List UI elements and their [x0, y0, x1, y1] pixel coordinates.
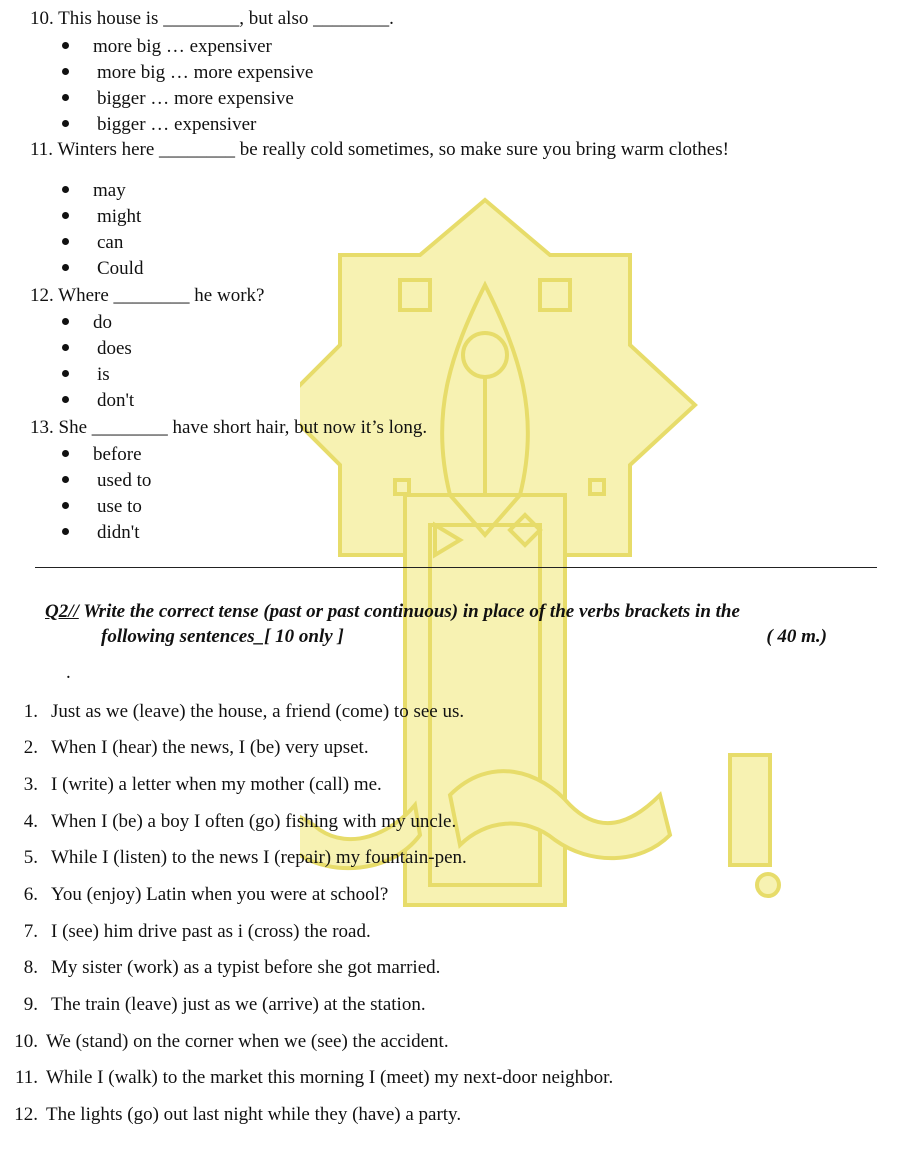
sentence-number: 6.: [23, 884, 38, 905]
option-item[interactable]: [62, 88, 294, 110]
sentence-item: [5, 701, 464, 723]
option-label: is: [97, 364, 110, 385]
option-label: can: [97, 232, 124, 253]
sentence-text: My sister (work) as a typist before she got married.: [51, 957, 441, 978]
section-divider: [35, 567, 877, 568]
sentence-number: 2.: [23, 737, 38, 758]
option-item[interactable]: [62, 390, 134, 412]
option-item[interactable]: [62, 364, 110, 386]
q2-marks: ( 40 m.): [766, 626, 827, 647]
question-11: [30, 139, 729, 161]
sentence-number: 8.: [23, 957, 38, 978]
option-item[interactable]: [62, 312, 112, 334]
option-label: used to: [97, 470, 152, 491]
sentence-number: 4.: [23, 811, 38, 832]
sentence-number: 10.: [14, 1031, 38, 1052]
bullet-icon: [62, 396, 69, 403]
option-label: didn't: [97, 522, 140, 543]
option-label: don't: [97, 390, 135, 411]
option-item[interactable]: [62, 258, 143, 280]
option-label: more big … more expensive: [97, 62, 314, 83]
option-item[interactable]: [62, 496, 142, 518]
question-number: 11.: [30, 139, 54, 160]
q2-instruction-line1: Write the correct tense (past or past continuous) in place of the verbs brackets in the: [83, 601, 740, 622]
question-text: She ________ have short hair, but now it’s long.: [58, 417, 428, 438]
option-item[interactable]: [62, 522, 139, 544]
question-13: [30, 417, 427, 439]
sentence-text: The lights (go) out last night while they (have) a party.: [46, 1104, 462, 1125]
sentence-text: The train (leave) just as we (arrive) at the station.: [51, 994, 426, 1015]
question-text: Winters here ________ be really cold sometimes, so make sure you bring warm clothes!: [57, 139, 729, 160]
question-text: Where ________ he work?: [58, 285, 265, 306]
sentence-text: We (stand) on the corner when we (see) the accident.: [46, 1031, 449, 1052]
option-item[interactable]: [62, 206, 141, 228]
sentence-text: When I (be) a boy I often (go) fishing with my uncle.: [51, 811, 457, 832]
option-item[interactable]: [62, 338, 132, 360]
option-label: does: [97, 338, 132, 359]
question-number: 10.: [30, 8, 54, 29]
option-label: bigger … expensiver: [97, 114, 257, 135]
sentence-text: Just as we (leave) the house, a friend (come) to see us.: [51, 701, 465, 722]
sentence-text: When I (hear) the news, I (be) very upset.: [51, 737, 369, 758]
bullet-icon: [62, 450, 69, 457]
sentence-text: You (enjoy) Latin when you were at school?: [51, 884, 389, 905]
bullet-icon: [62, 528, 69, 535]
sentence-text: I (write) a letter when my mother (call) me.: [51, 774, 382, 795]
sentence-number: 12.: [14, 1104, 38, 1125]
bullet-icon: [62, 318, 69, 325]
q2-label: Q2//: [45, 601, 79, 622]
bullet-icon: [62, 94, 69, 101]
sentence-item: [0, 1067, 613, 1089]
sentence-item: [5, 811, 456, 833]
bullet-icon: [62, 238, 69, 245]
sentence-item: [5, 957, 440, 979]
option-item[interactable]: [62, 114, 256, 136]
sentence-item: [5, 994, 426, 1016]
bullet-icon: [62, 120, 69, 127]
sentence-number: 7.: [23, 921, 38, 942]
sentence-item: [0, 1031, 449, 1053]
sentence-number: 5.: [23, 847, 38, 868]
sentence-number: 1.: [23, 701, 38, 722]
sentence-item: [5, 737, 369, 759]
bullet-icon: [62, 186, 69, 193]
sentence-text: While I (walk) to the market this morning I (meet) my next-door neighbor.: [46, 1067, 614, 1088]
question-text: This house is ________, but also ________.: [58, 8, 394, 29]
option-label: do: [93, 312, 112, 333]
option-label: bigger … more expensive: [97, 88, 294, 109]
sentence-number: 11.: [14, 1067, 38, 1088]
q2-heading: [45, 601, 835, 648]
sentence-number: 3.: [23, 774, 38, 795]
question-number: 12.: [30, 285, 54, 306]
sentence-item: [5, 884, 388, 906]
question-number: 13.: [30, 417, 54, 438]
option-item[interactable]: [62, 470, 151, 492]
option-item[interactable]: [62, 62, 313, 84]
option-item[interactable]: [62, 444, 142, 466]
option-label: might: [97, 206, 142, 227]
question-10: [30, 8, 394, 30]
bullet-icon: [62, 68, 69, 75]
sentence-item: [5, 847, 467, 869]
question-12: [30, 285, 264, 307]
stray-mark: .: [66, 662, 71, 683]
bullet-icon: [62, 344, 69, 351]
option-label: before: [93, 444, 142, 465]
sentence-item: [0, 1104, 461, 1126]
q2-instruction-line2: following sentences_[ 10 only ]: [101, 626, 344, 647]
option-item[interactable]: [62, 232, 123, 254]
option-label: Could: [97, 258, 144, 279]
sentence-item: [5, 921, 371, 943]
bullet-icon: [62, 476, 69, 483]
sentence-text: I (see) him drive past as i (cross) the road.: [51, 921, 371, 942]
bullet-icon: [62, 42, 69, 49]
option-label: may: [93, 180, 126, 201]
sentence-item: [5, 774, 382, 796]
sentence-text: While I (listen) to the news I (repair) my fountain-pen.: [51, 847, 467, 868]
bullet-icon: [62, 370, 69, 377]
option-item[interactable]: [62, 180, 126, 202]
option-item[interactable]: [62, 36, 272, 58]
bullet-icon: [62, 212, 69, 219]
bullet-icon: [62, 264, 69, 271]
option-label: use to: [97, 496, 142, 517]
option-label: more big … expensiver: [93, 36, 272, 57]
sentence-number: 9.: [23, 994, 38, 1015]
bullet-icon: [62, 502, 69, 509]
